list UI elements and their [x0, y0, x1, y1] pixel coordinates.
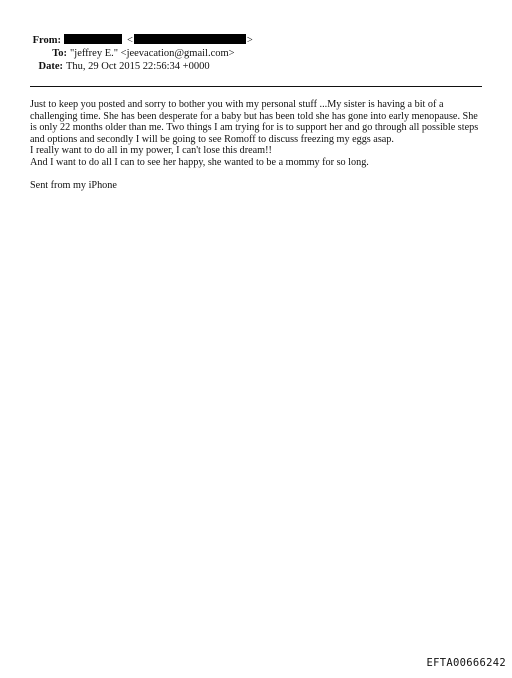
date-label: Date:	[38, 61, 63, 72]
from-row	[30, 34, 482, 47]
to-label: To:	[52, 48, 67, 59]
from-bracket-open: <	[127, 35, 133, 46]
paragraph-gap	[30, 169, 482, 181]
to-value: "jeffrey E." <jeevacation@gmail.com>	[70, 48, 235, 59]
document-id: EFTA00666242	[426, 657, 506, 669]
header-divider	[30, 86, 482, 87]
email-signature: Sent from my iPhone	[30, 180, 117, 192]
redacted-sender-email	[134, 34, 246, 44]
email-body	[30, 99, 482, 192]
redacted-sender-name	[64, 34, 122, 44]
date-row	[30, 60, 482, 73]
from-label: From:	[32, 35, 61, 46]
to-row	[30, 47, 482, 60]
body-line: I really want to do all in my power, I can't lose this dream!!	[30, 145, 272, 157]
date-value: Thu, 29 Oct 2015 22:56:34 +0000	[66, 61, 210, 72]
from-bracket-close: >	[246, 35, 253, 46]
body-paragraph: Just to keep you posted and sorry to bother you with my personal stuff ...My sister is having a bit of a challenging time. She has been desperate for a baby but has been told she has gone into early menopause. She is only 22 months older than me. Two things I am trying for is to support her and go through all possible steps and options and secondly I will be going to see Romoff to discuss freezing my eggs asap.	[30, 99, 479, 145]
email-header	[30, 34, 482, 73]
body-line: And I want to do all I can to see her happy, she wanted to be a mommy for so long.	[30, 156, 369, 168]
